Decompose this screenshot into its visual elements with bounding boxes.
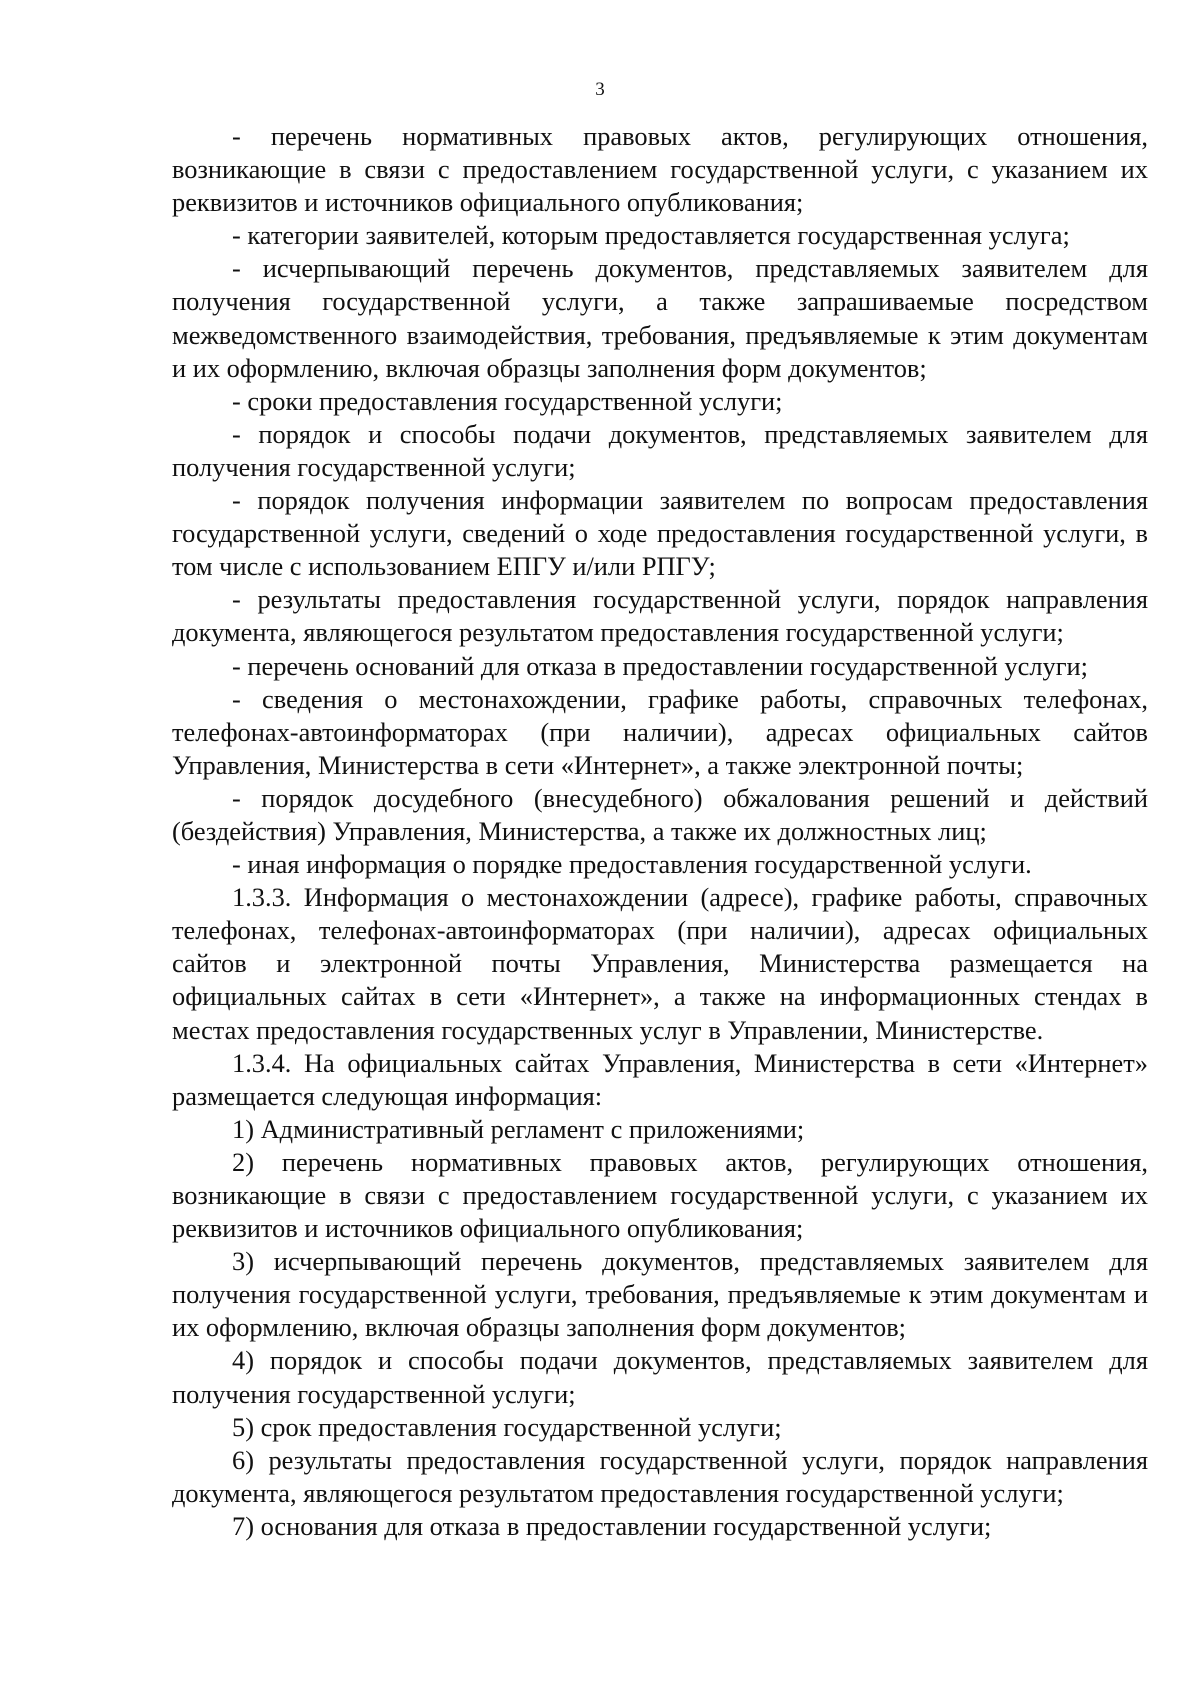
paragraph-7: - результаты предоставления государственной услуги, порядок направления документа, являющегося результатом предоставления государственной услуги;	[172, 584, 1148, 648]
list-item-1: 1) Административный регламент с приложениями;	[232, 1113, 805, 1144]
paragraph-6: - порядок получения информации заявителем по вопросам предоставления государственной услуги, сведений о ходе предоставления государственной услуги, в том числе с использованием ЕПГУ и/или РПГУ;	[172, 485, 1148, 582]
paragraph-4: - сроки предоставления государственной услуги;	[232, 385, 783, 416]
list-item-4: 4) порядок и способы подачи документов, представляемых заявителем для получения государственной услуги;	[172, 1345, 1148, 1409]
paragraph-3: - исчерпывающий перечень документов, представляемых заявителем для получения государственной услуги, а также запрашиваемые посредством межведомственного взаимодействия, требования, предъявляемые к этим документам и их оформлению, включая образцы заполнения форм документов;	[172, 253, 1148, 383]
list-item-2: 2) перечень нормативных правовых актов, регулирующих отношения, возникающие в связи с предоставлением государственной услуги, с указанием их реквизитов и источников официального опубликования;	[172, 1146, 1148, 1244]
paragraph-1-3-3: 1.3.3. Информация о местонахождении (адресе), графике работы, справочных телефонах, телефонах-автоинформаторах (при наличии), адресах официальных сайтов и электронной почты Управления, Министерства размещается на официальных сайтах в сети «Интернет», а также на информационных стендах в местах предоставления государственных услуг в Управлении, Министерстве.	[172, 882, 1148, 1045]
paragraph-2: - категории заявителей, которым предоставляется государственная услуга;	[232, 220, 1070, 251]
paragraph-11: - иная информация о порядке предоставления государственной услуги.	[232, 849, 1032, 880]
paragraph-5: - порядок и способы подачи документов, представляемых заявителем для получения государственной услуги;	[172, 418, 1148, 482]
document-body	[172, 120, 1148, 1543]
list-item-6: 6) результаты предоставления государственной услуги, порядок направления документа, являющегося результатом предоставления государственной услуги;	[172, 1444, 1148, 1508]
paragraph-8: - перечень оснований для отказа в предоставлении государственной услуги;	[232, 650, 1088, 681]
paragraph-9: - сведения о местонахождении, графике работы, справочных телефонах, телефонах-автоинформаторах (при наличии), адресах официальных сайтов Управления, Министерства в сети «Интернет», а также электронной почты;	[172, 683, 1148, 780]
paragraph-10: - порядок досудебного (внесудебного) обжалования решений и действий (бездействия) Управления, Министерства, а также их должностных лиц;	[172, 782, 1148, 846]
paragraph-1: - перечень нормативных правовых актов, регулирующих отношения, возникающие в связи с предоставлением государственной услуги, с указанием их реквизитов и источников официального опубликования;	[172, 121, 1148, 218]
page-number: 3	[595, 79, 605, 100]
list-item-3: 3) исчерпывающий перечень документов, представляемых заявителем для получения государственной услуги, требования, предъявляемые к этим документам и их оформлению, включая образцы заполнения форм документов;	[172, 1246, 1148, 1343]
list-item-7: 7) основания для отказа в предоставлении государственной услуги;	[232, 1510, 992, 1541]
list-item-5: 5) срок предоставления государственной услуги;	[232, 1411, 782, 1442]
paragraph-1-3-4: 1.3.4. На официальных сайтах Управления, Министерства в сети «Интернет» размещается следующая информация:	[172, 1047, 1148, 1111]
